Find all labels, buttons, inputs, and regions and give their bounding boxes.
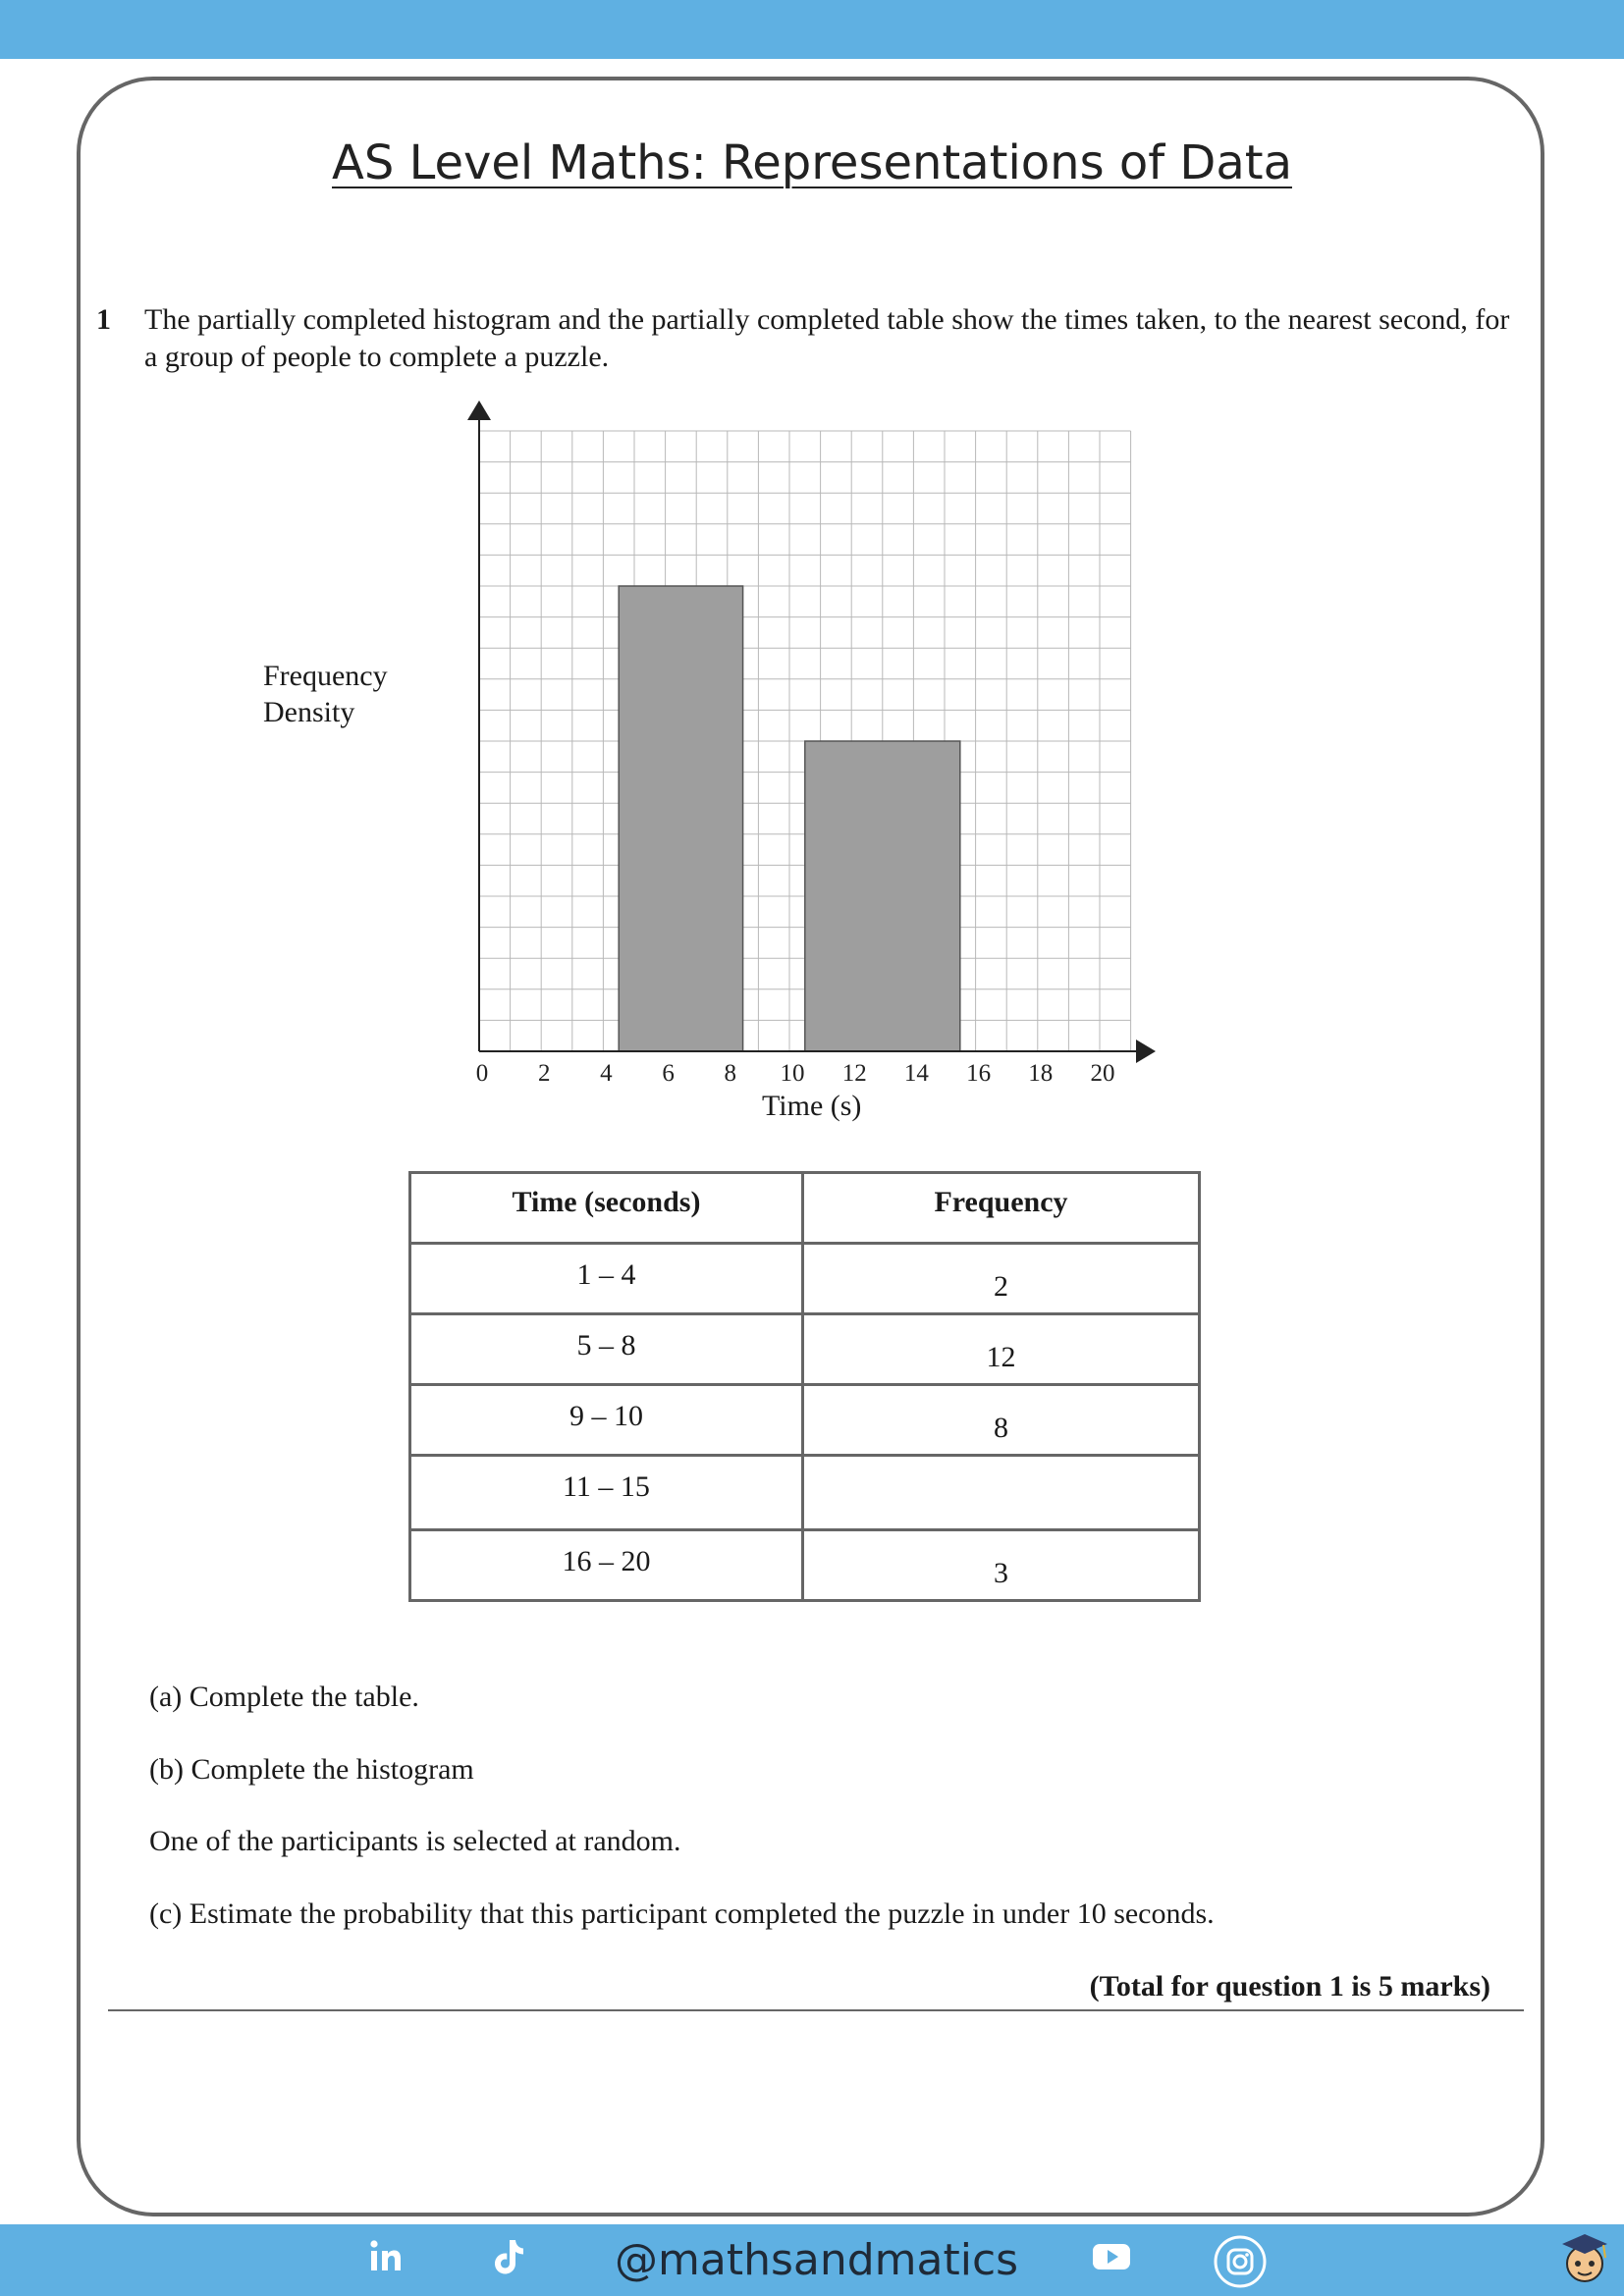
frequency-cell: 3 (803, 1530, 1200, 1601)
social-handle[interactable]: @mathsandmatics (615, 2235, 1019, 2285)
y-axis-arrow (467, 400, 491, 420)
x-axis-arrow (1136, 1040, 1156, 1063)
frequency-cell: 8 (803, 1385, 1200, 1456)
histogram-bar-2 (805, 741, 960, 1051)
header-frequency: Frequency (803, 1173, 1200, 1244)
x-tick-label: 16 (966, 1060, 992, 1087)
frequency-cell-blank[interactable] (803, 1456, 1200, 1530)
part-c: (c) Estimate the probability that this participant completed the puzzle in under 10 seconds. (149, 1897, 1215, 1930)
time-cell: 11 – 15 (410, 1456, 803, 1530)
y-axis-label: Frequency Density (263, 660, 388, 728)
page-title: AS Level Maths: Representations of Data (332, 135, 1292, 190)
x-tick-label: 0 (475, 1060, 489, 1087)
time-cell: 1 – 4 (410, 1244, 803, 1314)
time-cell: 16 – 20 (410, 1530, 803, 1601)
time-cell: 5 – 8 (410, 1314, 803, 1385)
linkedin-icon[interactable] (368, 2238, 404, 2273)
x-tick-label: 4 (600, 1060, 613, 1087)
x-tick-label: 8 (724, 1060, 737, 1087)
table-row (410, 1456, 1200, 1530)
x-tick-label: 20 (1090, 1060, 1115, 1087)
x-tick-label: 18 (1028, 1060, 1054, 1087)
instagram-icon[interactable] (1213, 2234, 1268, 2289)
youtube-icon[interactable] (1092, 2238, 1131, 2273)
x-axis-label: Time (s) (762, 1090, 862, 1122)
frequency-cell: 2 (803, 1244, 1200, 1314)
total-marks: (Total for question 1 is 5 marks) (1089, 1970, 1490, 2002)
header-time: Time (seconds) (410, 1173, 803, 1244)
table-row (410, 1385, 1200, 1456)
divider (108, 2009, 1524, 2011)
table-row (410, 1314, 1200, 1385)
question-text: The partially completed histogram and the partially completed table show the times taken, to the nearest second, for a group of people to complete a puzzle. (144, 303, 1510, 373)
mascot-icon (1554, 2226, 1615, 2293)
x-tick-label: 12 (841, 1060, 867, 1087)
table-row (410, 1244, 1200, 1314)
frequency-table (408, 1171, 1201, 1602)
frequency-cell: 12 (803, 1314, 1200, 1385)
time-cell: 9 – 10 (410, 1385, 803, 1456)
x-tick-label: 10 (780, 1060, 805, 1087)
part-stem: One of the participants is selected at random. (149, 1825, 681, 1857)
x-tick-label: 2 (537, 1060, 551, 1087)
table-row (410, 1530, 1200, 1601)
tiktok-icon[interactable] (491, 2238, 526, 2277)
x-tick-label: 14 (903, 1060, 929, 1087)
x-tick-label: 6 (662, 1060, 675, 1087)
x-tick-labels (476, 1060, 1115, 1087)
part-b: (b) Complete the histogram (149, 1753, 474, 1786)
question-number: 1 (96, 303, 111, 336)
histogram-bar-1 (619, 586, 742, 1051)
part-a: (a) Complete the table. (149, 1681, 419, 1713)
table-header-row (410, 1173, 1200, 1244)
